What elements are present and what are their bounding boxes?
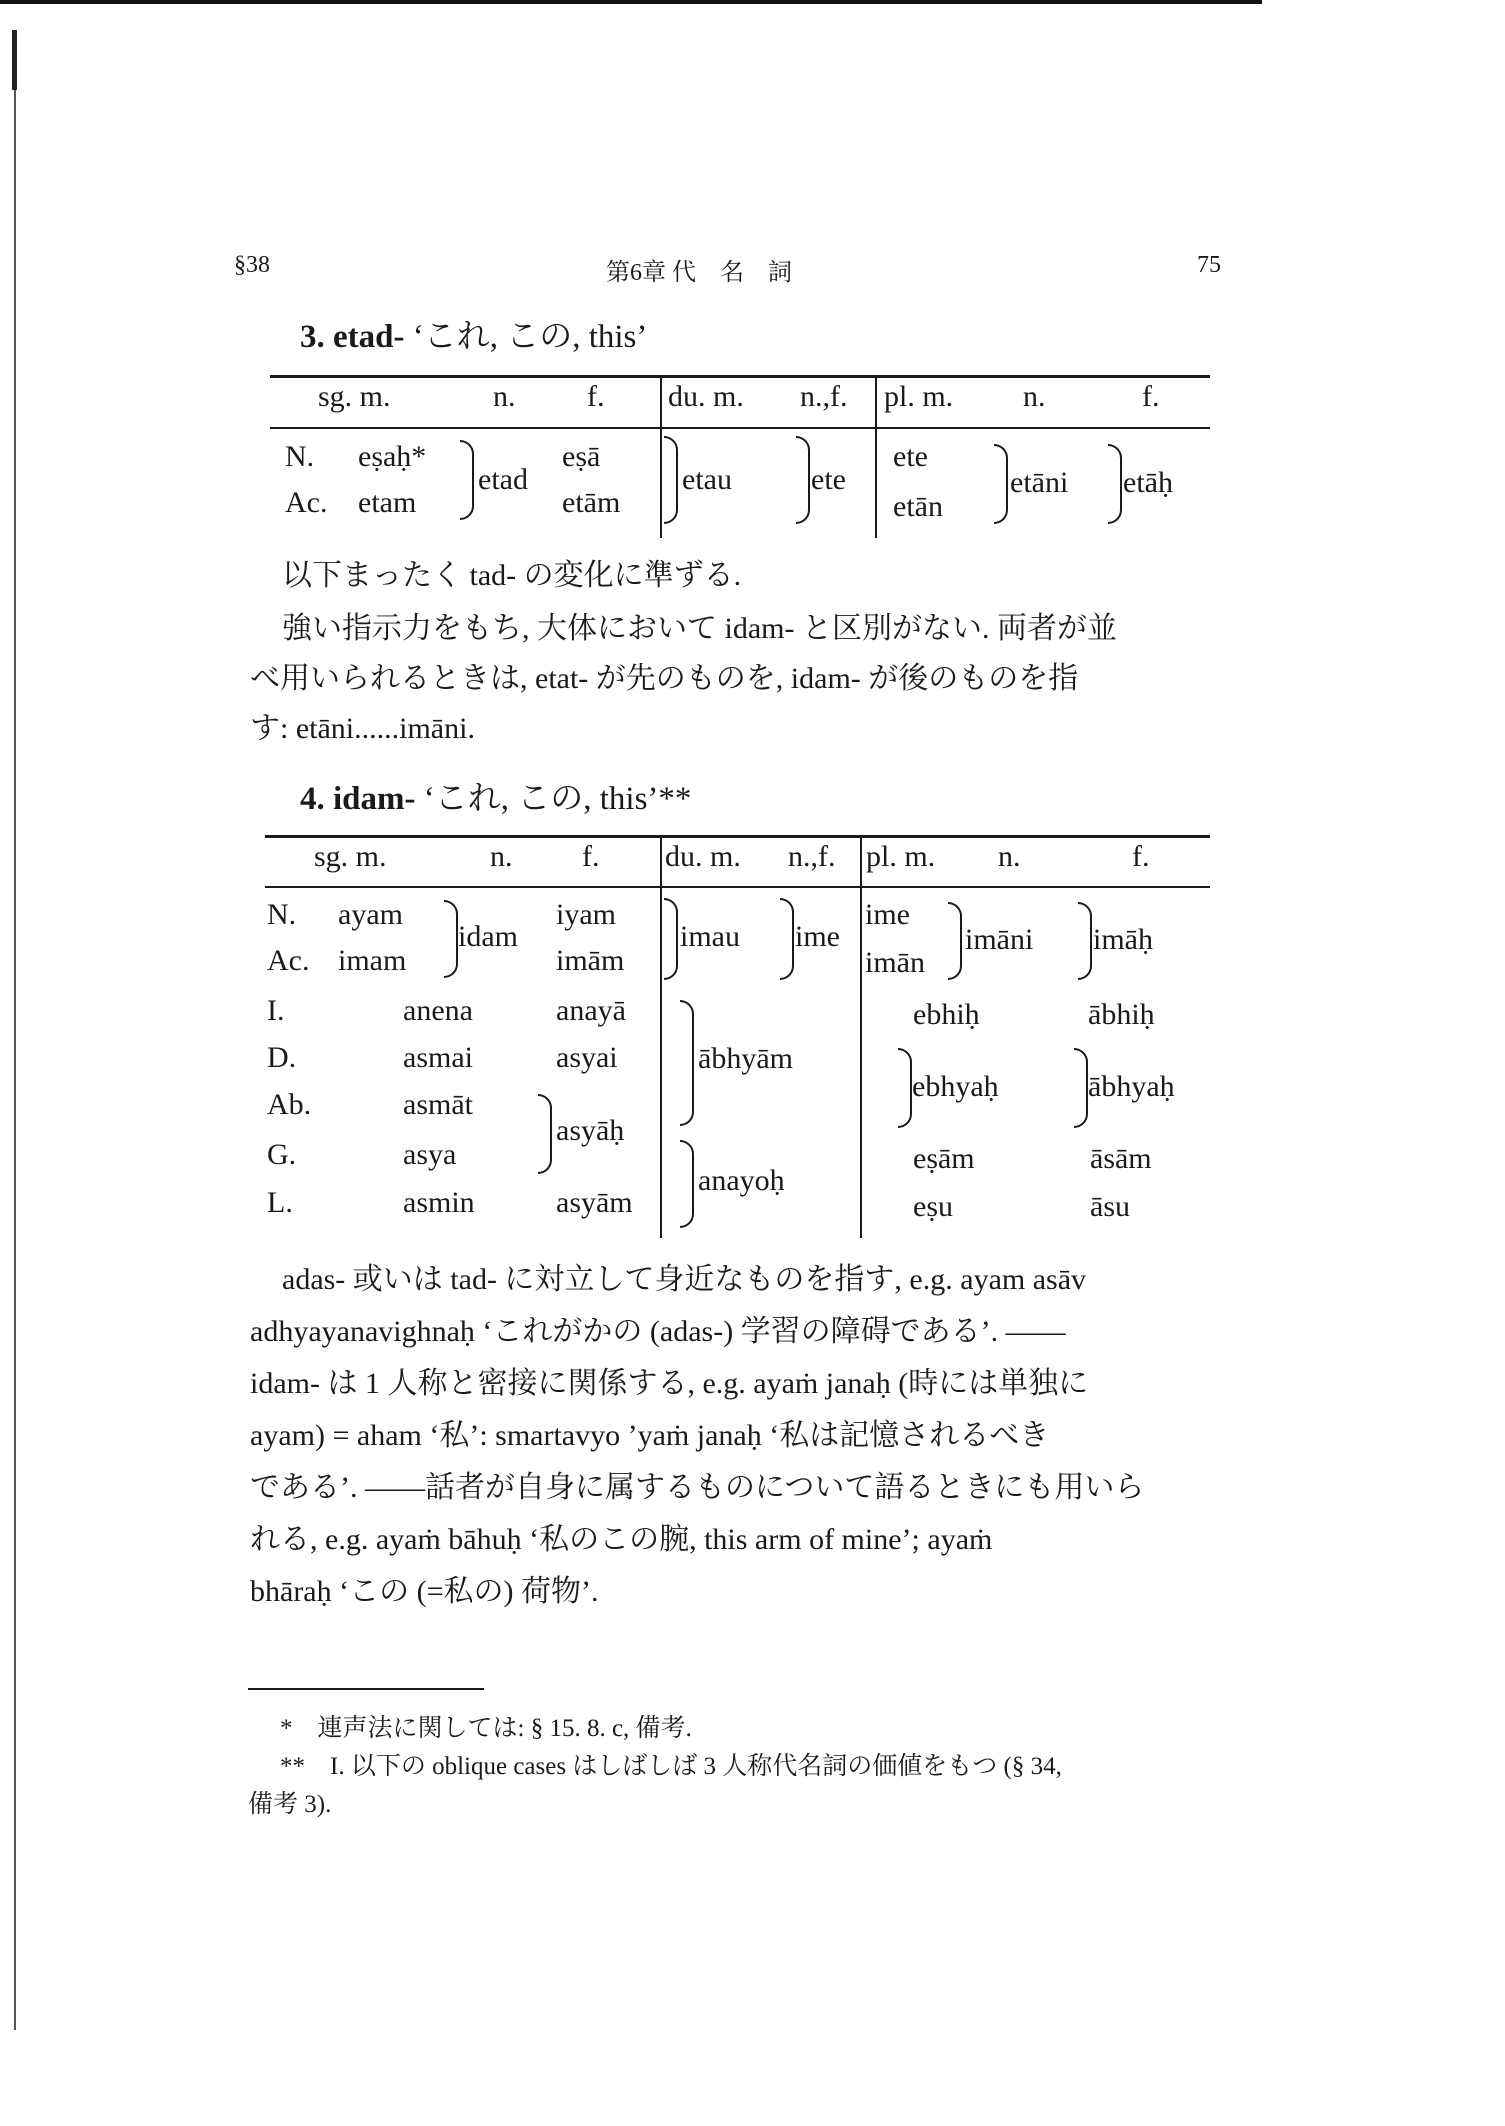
table-top-rule <box>265 835 1210 838</box>
case-label: D. <box>267 1041 297 1074</box>
section3-paragraph-line: べ用いられるときは, etat- が先のものを, idam- が後のものを指 <box>250 662 1079 695</box>
footnote: ** I. 以下の oblique cases はしばしば 3 人称代名詞の価値をもつ (§ 34, <box>280 1753 1062 1780</box>
scan-edge-mark <box>12 30 17 90</box>
brace <box>994 444 1008 524</box>
case-label: Ac. <box>267 944 310 977</box>
brace <box>898 1048 912 1128</box>
du-oblique-form: anayoḥ <box>698 1164 785 1197</box>
column-divider <box>860 838 862 1238</box>
sg-mn-oblique-form: asmai <box>403 1041 473 1074</box>
pl-f-form: etāḥ <box>1123 466 1173 499</box>
section3-paragraph-line: 強い指示力をもち, 大体において idam- と区別がない. 両者が並 <box>282 612 1117 645</box>
section3-word: etad- <box>333 319 405 355</box>
table-header-rule <box>265 886 1210 888</box>
du-m-form: imau <box>680 920 740 953</box>
brace <box>444 900 458 978</box>
du-m-form: etau <box>682 463 732 496</box>
pl-mn-oblique-form: eṣām <box>913 1142 975 1175</box>
sg-f-oblique-form: asyām <box>556 1186 633 1219</box>
sg-m-form: ayam <box>338 898 403 931</box>
header-sg-f: f. <box>582 840 600 873</box>
sg-f-form: etām <box>562 486 621 519</box>
footnote: 備考 3). <box>248 1791 332 1818</box>
column-divider <box>660 378 662 538</box>
section4-paragraph-line: adas- 或いは tad- に対立して身近なものを指す, e.g. ayam asāv <box>282 1263 1087 1296</box>
section4-number: 4. <box>300 781 325 817</box>
case-label: Ac. <box>285 486 328 519</box>
pl-f-oblique-form: āsām <box>1090 1142 1152 1175</box>
sg-f-form: eṣā <box>562 440 601 473</box>
sg-n-form: etad <box>478 463 528 496</box>
section3-paragraph-line: す: etāni......imāni. <box>250 712 475 745</box>
du-nf-form: ete <box>811 463 846 496</box>
sg-m-form: eṣaḥ* <box>358 440 427 473</box>
pl-f-oblique-form: āsu <box>1090 1190 1130 1223</box>
sg-n-form: idam <box>458 920 518 953</box>
header-sg-f: f. <box>587 380 605 413</box>
brace <box>538 1094 552 1174</box>
table-header-rule <box>270 427 1210 429</box>
header-pl-n: n. <box>1023 380 1046 413</box>
brace <box>664 898 678 980</box>
pl-f-form: imāḥ <box>1093 923 1153 956</box>
page-top-edge <box>0 0 1262 4</box>
table-top-rule <box>270 375 1210 378</box>
case-label: G. <box>267 1138 297 1171</box>
pl-mn-oblique-form: eṣu <box>913 1190 953 1223</box>
brace <box>948 902 962 980</box>
column-divider <box>660 838 662 1238</box>
pl-f-oblique-form: ābhyaḥ <box>1088 1070 1175 1103</box>
footnote-rule <box>248 1688 484 1690</box>
sg-mn-oblique-form: asmāt <box>403 1088 473 1121</box>
sg-f-form: iyam <box>556 898 616 931</box>
sg-f-oblique-form: asyāḥ <box>556 1114 625 1147</box>
pl-mn-oblique-form: ebhyaḥ <box>912 1070 999 1103</box>
brace <box>664 436 678 524</box>
sg-m-form: etam <box>358 486 417 519</box>
header-sg-n: n. <box>490 840 513 873</box>
footnote: * 連声法に関しては: § 15. 8. c, 備考. <box>280 1715 692 1742</box>
header-sg-n: n. <box>493 380 516 413</box>
pl-m-form: ime <box>865 898 910 931</box>
section4-paragraph-line: idam- は 1 人称と密接に関係する, e.g. ayaṁ janaḥ (時には単独に <box>250 1367 1089 1400</box>
du-oblique-form: ābhyām <box>698 1042 793 1075</box>
section4-paragraph-line: れる, e.g. ayaṁ bāhuḥ ‘私のこの腕, this arm of mine’; ayaṁ <box>250 1523 993 1556</box>
sg-mn-oblique-form: anena <box>403 994 473 1027</box>
brace <box>1078 902 1092 980</box>
chapter-title: 第6章 代 名 詞 <box>606 260 792 286</box>
pl-mn-oblique-form: ebhiḥ <box>913 998 980 1031</box>
pl-n-form: etāni <box>1010 466 1069 499</box>
brace <box>680 1000 694 1126</box>
section4-paragraph-line: adhyayanavighnaḥ ‘これがかの (adas-) 学習の障碍である’. —— <box>250 1315 1066 1348</box>
sg-f-form: imām <box>556 944 625 977</box>
header-pl-m: pl. m. <box>866 840 936 873</box>
case-label: L. <box>267 1186 293 1219</box>
brace <box>1074 1048 1088 1128</box>
sg-f-oblique-form: asyai <box>556 1041 618 1074</box>
section4-title <box>300 772 691 819</box>
pl-n-form: imāni <box>965 923 1034 956</box>
sg-m-form: imam <box>338 944 407 977</box>
column-divider <box>875 378 877 538</box>
pl-f-oblique-form: ābhiḥ <box>1088 998 1155 1031</box>
section3-number: 3. <box>300 319 325 355</box>
sg-mn-oblique-form: asmin <box>403 1186 475 1219</box>
section3-gloss: ‘これ, この, this’ <box>412 319 648 355</box>
section4-paragraph-line: ayam) = aham ‘私’: smartavyo ’yaṁ janaḥ ‘私は記憶されるべき <box>250 1419 1050 1452</box>
header-pl-f: f. <box>1132 840 1150 873</box>
pl-m-form: etān <box>893 490 943 523</box>
case-label: Ab. <box>267 1088 312 1121</box>
section4-paragraph-line: bhāraḥ ‘この (=私の) 荷物’. <box>250 1575 599 1608</box>
case-label: N. <box>267 898 297 931</box>
header-sg-m: sg. m. <box>318 380 391 413</box>
brace <box>796 436 810 524</box>
header-du-nf: n.,f. <box>800 380 848 413</box>
header-du-m: du. m. <box>665 840 741 873</box>
brace <box>780 898 794 980</box>
brace <box>1108 444 1122 524</box>
section3-note: 以下まったく tad- の変化に準ずる. <box>282 559 742 592</box>
header-du-nf: n.,f. <box>788 840 836 873</box>
header-du-m: du. m. <box>668 380 744 413</box>
case-label: I. <box>267 994 285 1027</box>
pl-m-form: imān <box>865 946 925 979</box>
sg-mn-oblique-form: asya <box>403 1138 457 1171</box>
brace <box>460 440 474 520</box>
brace <box>680 1140 694 1228</box>
du-nf-form: ime <box>795 920 840 953</box>
page-number: 75 <box>1197 252 1221 278</box>
section-reference: §38 <box>234 252 270 278</box>
sg-f-oblique-form: anayā <box>556 994 626 1027</box>
pl-m-form: ete <box>893 440 928 473</box>
header-pl-f: f. <box>1142 380 1160 413</box>
section4-paragraph-line: である’. ——話者が自身に属するものについて語るときにも用いら <box>250 1471 1145 1504</box>
header-pl-m: pl. m. <box>884 380 954 413</box>
scan-edge-mark <box>14 90 16 2030</box>
case-label: N. <box>285 440 315 473</box>
section4-word: idam- <box>333 781 416 817</box>
section4-gloss: ‘これ, この, this’** <box>423 781 692 817</box>
header-pl-n: n. <box>998 840 1021 873</box>
section3-title <box>300 310 647 357</box>
header-sg-m: sg. m. <box>314 840 387 873</box>
